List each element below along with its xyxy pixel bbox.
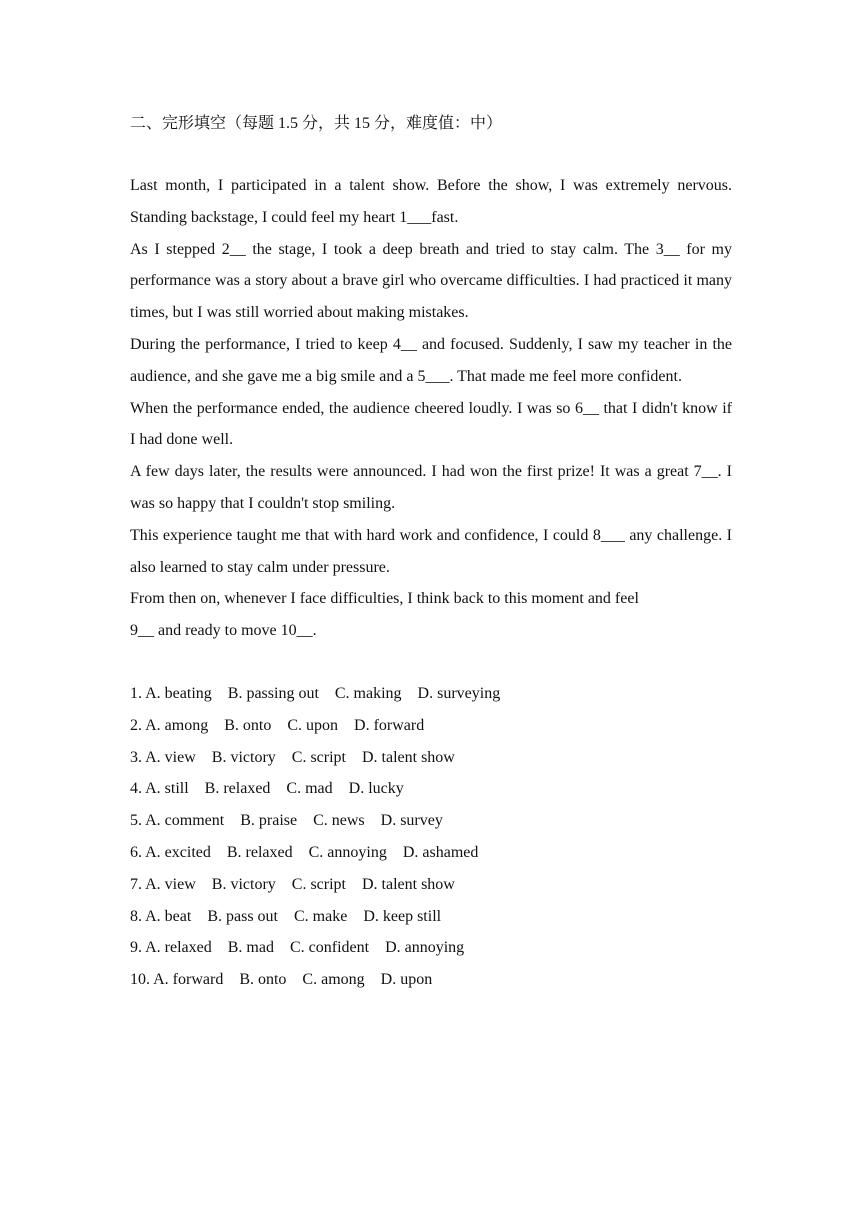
passage-paragraph-7-line-2: 9__ and ready to move 10__. <box>130 622 317 640</box>
option-row-7: 7. A. view B. victory C. script D. talent show <box>130 875 455 893</box>
passage-paragraph-3: During the performance, I tried to keep 4__ and focused. Suddenly, I saw my teacher in the audience, and she gave me a big smile and a 5___. That made me feel more confident. <box>130 335 732 385</box>
option-row-1: 1. A. beating B. passing out C. making D. surveying <box>130 684 501 702</box>
section-heading: 二、完形填空（每题 1.5 分，共 15 分，难度值：中） <box>130 115 503 132</box>
option-row-10: 10. A. forward B. onto C. among D. upon <box>130 971 433 989</box>
document-page <box>130 108 732 996</box>
option-row-4: 4. A. still B. relaxed C. mad D. lucky <box>130 780 404 798</box>
option-row-2: 2. A. among B. onto C. upon D. forward <box>130 716 425 734</box>
option-row-9: 9. A. relaxed B. mad C. confident D. annoying <box>130 939 465 957</box>
passage-paragraph-1: Last month, I participated in a talent show. Before the show, I was extremely nervous. Standing backstage, I could feel my heart 1___fast. <box>130 177 732 226</box>
passage-paragraph-4: When the performance ended, the audience cheered loudly. I was so 6__ that I didn't know if I had done well. <box>130 399 732 449</box>
answer-options <box>130 678 732 996</box>
option-row-6: 6. A. excited B. relaxed C. annoying D. ashamed <box>130 843 479 861</box>
passage-paragraph-5: A few days later, the results were announced. I had won the first prize! It was a great 7__. I was so happy that I couldn't stop smiling. <box>130 463 732 512</box>
cloze-passage <box>130 170 732 647</box>
option-row-5: 5. A. comment B. praise C. news D. survey <box>130 812 443 830</box>
passage-paragraph-2: As I stepped 2__ the stage, I took a deep breath and tried to stay calm. The 3__ for my performance was a story about a brave girl who overcame difficulties. I had practiced it many times, but I was still worried about making mistakes. <box>130 240 732 322</box>
option-row-3: 3. A. view B. victory C. script D. talent show <box>130 748 455 766</box>
option-row-8: 8. A. beat B. pass out C. make D. keep still <box>130 907 442 925</box>
passage-paragraph-6: This experience taught me that with hard work and confidence, I could 8___ any challenge. I also learned to stay calm under pressure. <box>130 526 732 576</box>
passage-paragraph-7-line-1: From then on, whenever I face difficulties, I think back to this moment and feel <box>130 590 639 608</box>
